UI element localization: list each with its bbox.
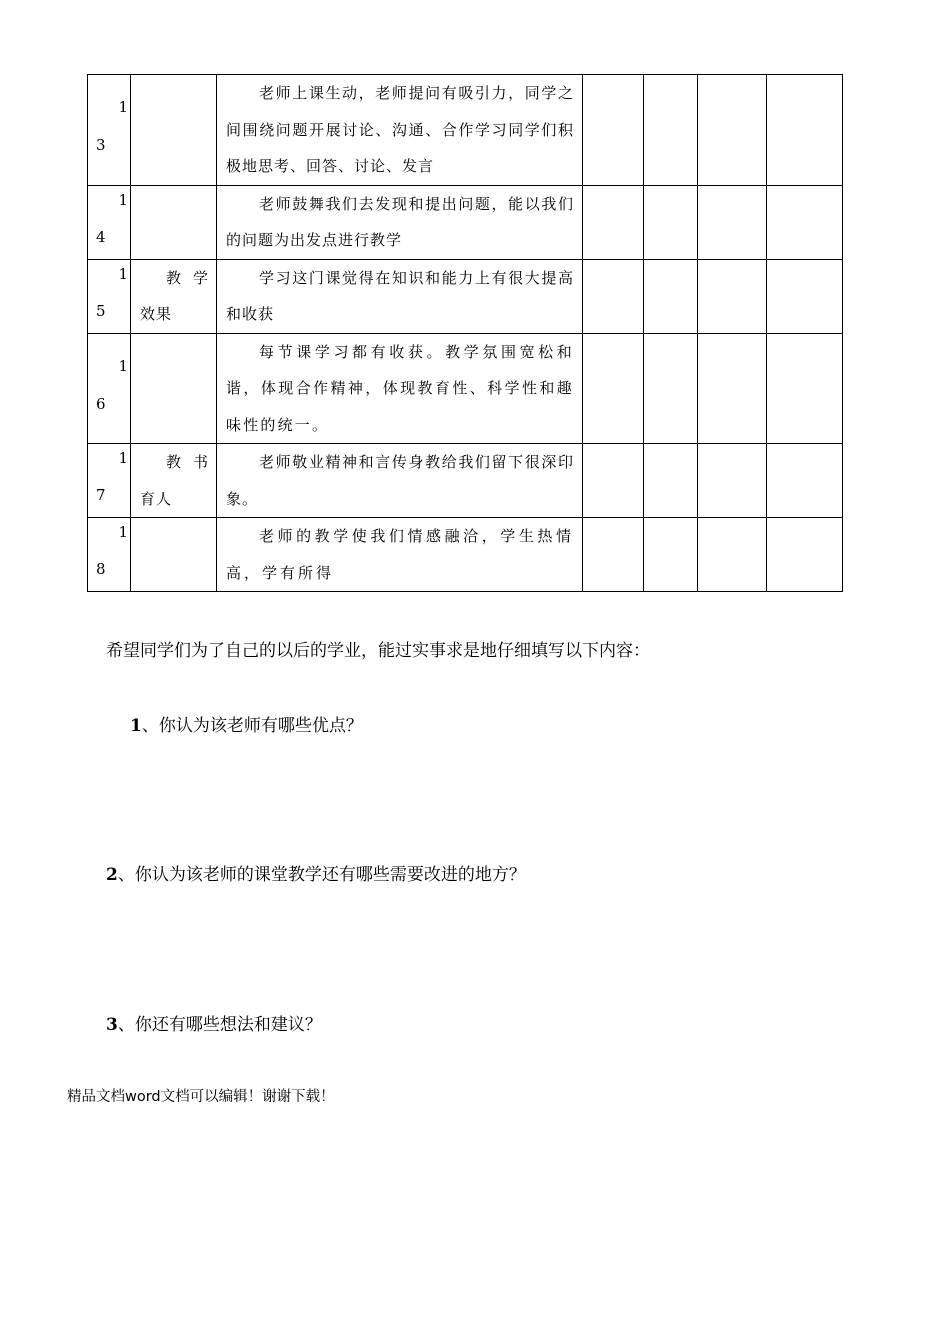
rating-cell[interactable] [698,518,767,592]
table-row [88,185,843,259]
criterion-text: 老师的教学使我们情感融洽，学生热情高，学有所得 [217,518,583,592]
evaluation-table [87,74,843,592]
question-number: 3 [106,1015,118,1035]
question-3 [106,1010,322,1035]
table-row [88,518,843,592]
rating-cell[interactable] [583,185,644,259]
question-number: 2 [106,865,118,885]
footer-note: 精品文档word文档可以编辑！谢谢下载！ [67,1089,335,1105]
category-line-1: 教学 [165,268,220,287]
rating-cell[interactable] [644,75,698,186]
row-number: 1 4 [88,185,131,259]
rating-cell[interactable] [583,333,644,444]
category-line-2: 育人 [140,489,173,508]
rating-cell[interactable] [583,444,644,518]
category-line-1: 教书 [165,453,220,471]
row-number: 1 8 [88,518,131,592]
criterion-text: 老师鼓舞我们去发现和提出问题，能以我们的问题为出发点进行教学 [217,185,583,259]
category-cell [131,518,217,592]
rating-cell[interactable] [698,75,767,186]
row-number: 1 6 [88,333,131,444]
rating-cell[interactable] [644,185,698,259]
category-cell [131,333,217,444]
rating-cell[interactable] [767,444,843,518]
rating-cell[interactable] [644,333,698,444]
intro-paragraph: 希望同学们为了自己的以后的学业，能过实事求是地仔细填写以下内容： [106,641,650,661]
category-cell [131,185,217,259]
rating-cell[interactable] [698,185,767,259]
rating-cell[interactable] [698,333,767,444]
category-cell [131,444,220,518]
rating-cell[interactable] [767,185,843,259]
rating-cell[interactable] [767,259,843,333]
criterion-text: 每节课学习都有收获。教学氛围宽松和谐，体现合作精神，体现教育性、科学性和趣味性的统一。 [217,333,583,444]
row-number: 1 7 [88,444,131,518]
criterion-text: 学习这门课觉得在知识和能力上有很大提高和收获 [217,259,583,333]
rating-cell[interactable] [644,444,698,518]
table-row [88,259,843,333]
rating-cell[interactable] [583,75,644,186]
rating-cell[interactable] [583,259,644,333]
row-number: 1 5 [88,259,131,333]
category-cell [131,75,217,186]
rating-cell[interactable] [767,333,843,444]
rating-cell[interactable] [583,518,644,592]
question-text: 、你认为该老师的课堂教学还有哪些需要改进的地方？ [117,865,526,885]
table-row [88,75,843,186]
rating-cell[interactable] [644,259,698,333]
rating-cell[interactable] [767,75,843,186]
rating-cell[interactable] [698,259,767,333]
criterion-text: 老师上课生动，老师提问有吸引力，同学之间围绕问题开展讨论、沟通、合作学习同学们积极地思考、回答、讨论、发言 [217,75,583,186]
category-line-2: 效果 [140,305,173,323]
row-number: 1 3 [88,75,131,186]
table-row [88,444,843,518]
rating-cell[interactable] [767,518,843,592]
question-text: 、你认为该老师有哪些优点？ [141,716,363,736]
rating-cell[interactable] [698,444,767,518]
category-cell [131,259,220,333]
question-number: 1 [130,716,142,736]
question-text: 、你还有哪些想法和建议？ [117,1015,322,1035]
criterion-text: 老师敬业精神和言传身教给我们留下很深印象。 [217,444,583,518]
table-row [88,333,843,444]
question-1 [130,711,363,736]
rating-cell[interactable] [644,518,698,592]
question-2 [106,860,526,885]
